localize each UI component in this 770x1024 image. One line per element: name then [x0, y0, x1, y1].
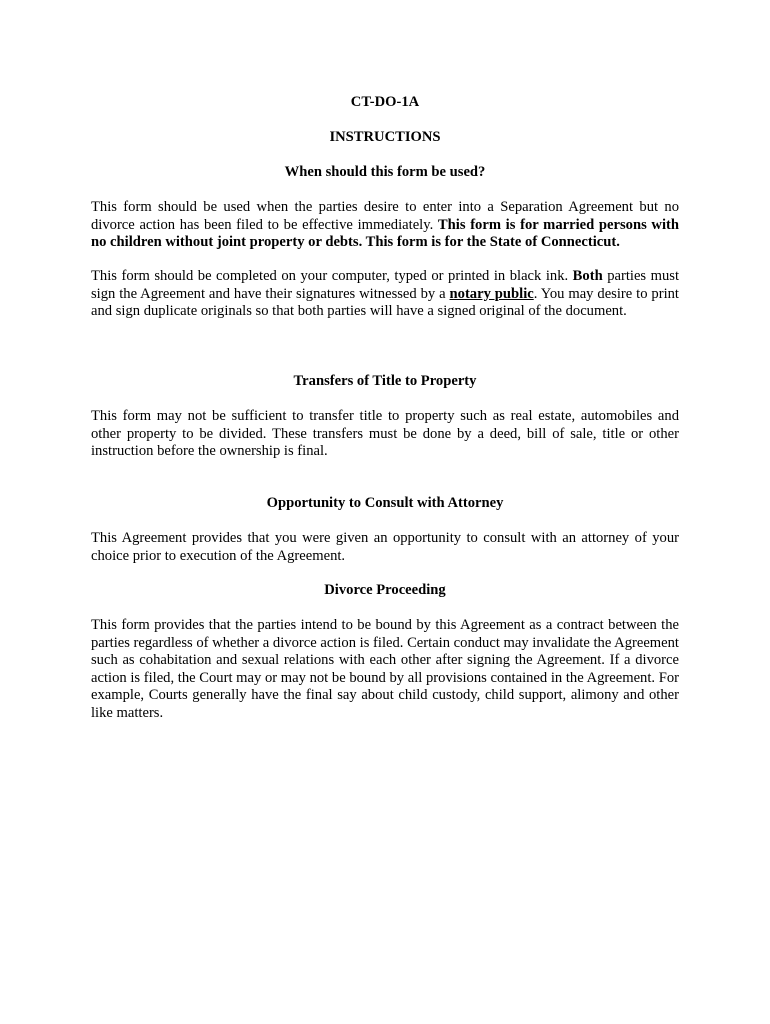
when-used-text: This form should be used when the parties desire to enter into a Separation Agreement but no divorce action has been filed to be effective immediately. — [91, 199, 679, 233]
heading-divorce: Divorce Proceeding — [324, 582, 446, 598]
both-bold: Both — [572, 268, 603, 284]
paragraph-when-used-1 — [91, 199, 679, 252]
document-title: INSTRUCTIONS — [329, 129, 441, 145]
duplicate-originals-text: . You may desire to print and sign duplicate originals so that both parties will have a signed original of the document. — [91, 285, 679, 319]
paragraph-divorce: This form provides that the parties intend to be bound by this Agreement as a contract between the parties regardless of whether a divorce action is filed. Certain conduct may invalidate the Agreement such as cohabitation and sexual relations with each other after signing the Agreement. If a divorce action is filed, the Court may or may not be bound by all provisions contained in the Agreement. For example, Courts generally have the final say about child custody, child support, alimony and other like matters. — [91, 617, 679, 721]
heading-attorney: Opportunity to Consult with Attorney — [266, 495, 504, 511]
heading-transfers: Transfers of Title to Property — [293, 373, 477, 389]
heading-when-used: When should this form be used? — [284, 164, 486, 180]
completion-text: This form should be completed on your computer, typed or printed in black ink. — [91, 268, 573, 284]
form-code: CT-DO-1A — [350, 94, 420, 110]
signature-text: parties must sign the Agreement and have their signatures witnessed by a — [91, 268, 679, 302]
paragraph-when-used-2 — [91, 268, 679, 321]
when-used-bold-text: This form is for married persons with no children without joint property or debts. This form is for the State of Connecticut. — [91, 216, 680, 250]
paragraph-transfers: This form may not be sufficient to transfer title to property such as real estate, automobiles and other property to be divided. These transfers must be done by a deed, bill of sale, title or other instruction before the ownership is final. — [91, 408, 679, 459]
paragraph-attorney: This Agreement provides that you were given an opportunity to consult with an attorney of your choice prior to execution of the Agreement. — [91, 530, 679, 564]
notary-public-emphasis: notary public — [449, 285, 534, 302]
